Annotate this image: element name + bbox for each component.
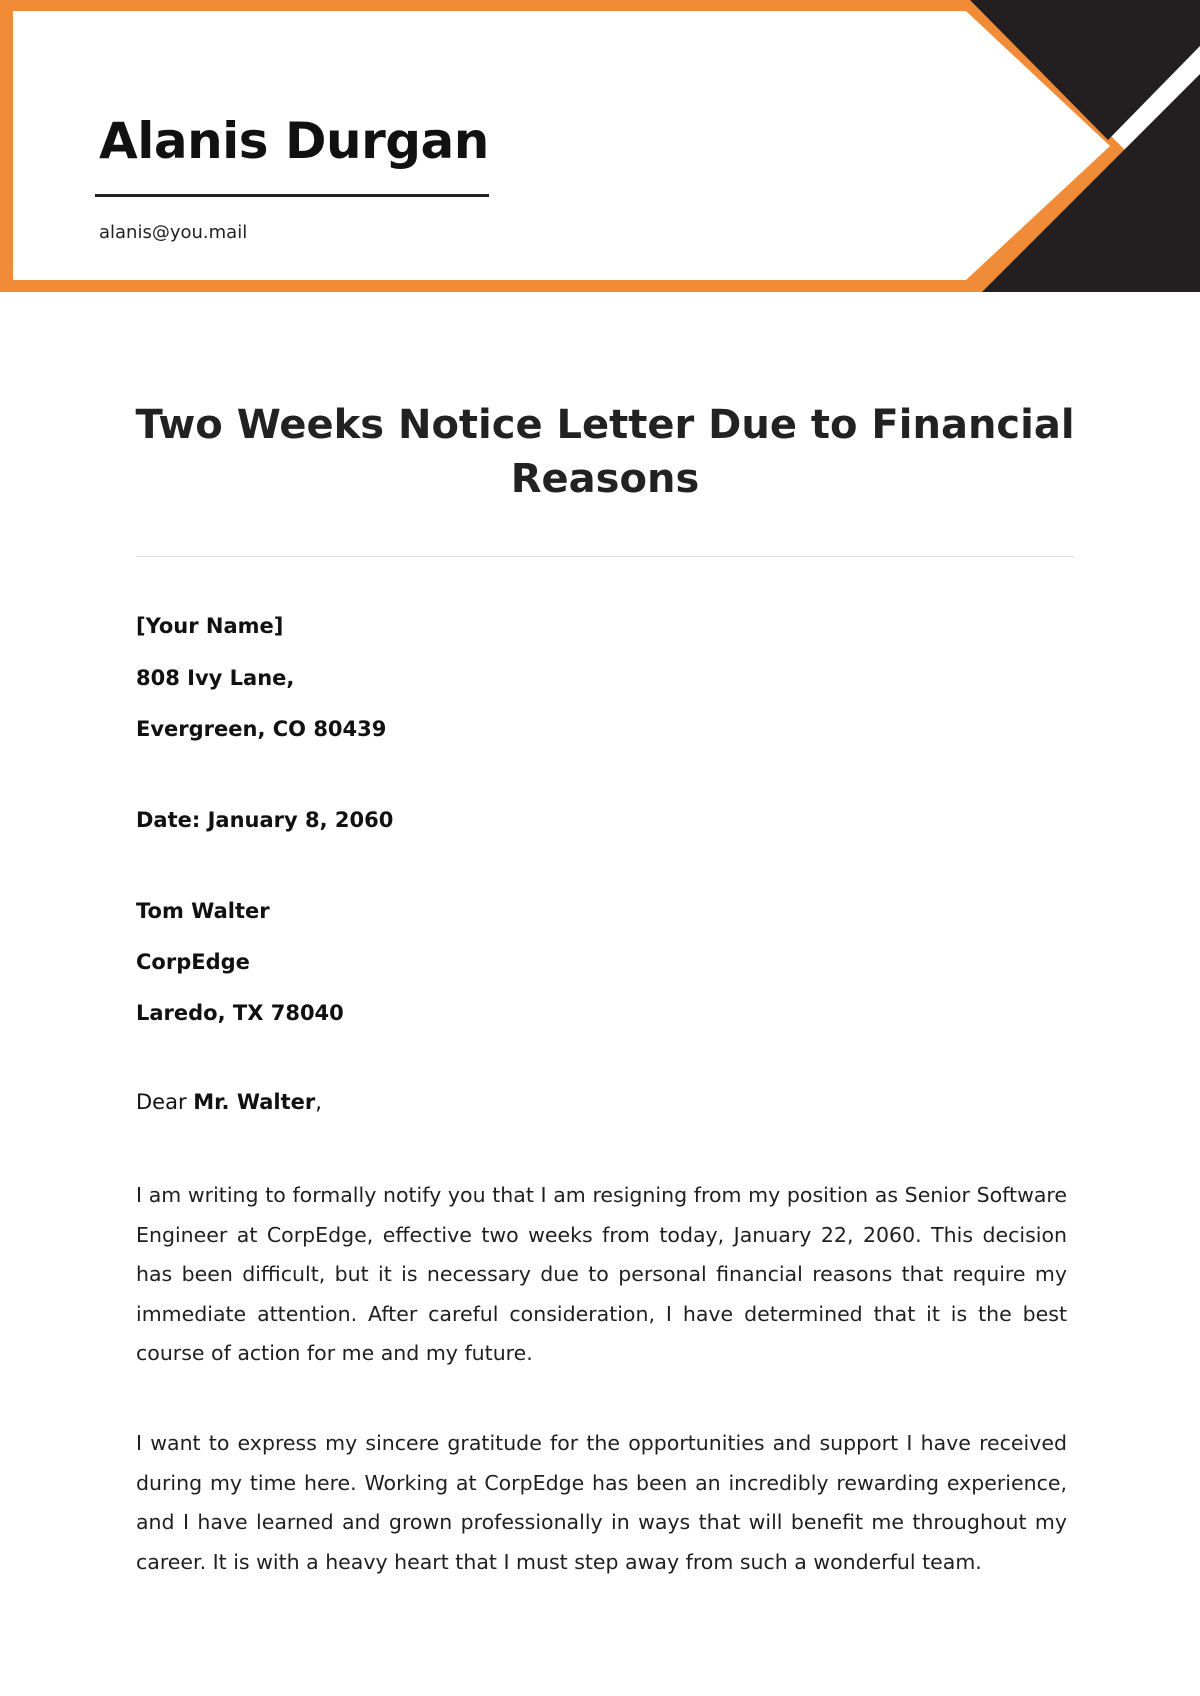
greeting-name: Mr. Walter xyxy=(193,1090,316,1114)
letterhead xyxy=(0,0,1200,292)
letter-date: Date: January 8, 2060 xyxy=(136,808,394,832)
sender-street: 808 Ivy Lane, xyxy=(136,666,295,690)
body-paragraph-1: I am writing to formally notify you that I am resigning from my position as Senior Software Engineer at CorpEdge, effective two weeks from today, January 22, 2060. This decision has been difficult, but it is necessary due to personal financial reasons that require my immediate attention. After careful consideration, I have determined that it is the best course of action for me and my future. xyxy=(136,1183,1067,1365)
greeting-suffix: , xyxy=(315,1090,322,1114)
recipient-city: Laredo, TX 78040 xyxy=(136,1001,344,1025)
recipient-name: Tom Walter xyxy=(136,899,270,923)
greeting xyxy=(136,1090,322,1114)
sender-name: [Your Name] xyxy=(136,614,284,638)
name-underline xyxy=(95,194,489,197)
title-divider xyxy=(136,556,1074,557)
author-name: Alanis Durgan xyxy=(99,112,489,170)
greeting-prefix: Dear xyxy=(136,1090,194,1114)
recipient-company: CorpEdge xyxy=(136,950,250,974)
body-paragraph-2: I want to express my sincere gratitude for the opportunities and support I have received during my time here. Working at CorpEdge has been an incredibly rewarding experience, and I have learned and grown professionally in ways that will benefit me throughout my career. It is with a heavy heart that I must step away from such a wonderful team. xyxy=(136,1431,1067,1574)
letter-title: Two Weeks Notice Letter Due to Financial Reasons xyxy=(135,402,1075,502)
sender-city: Evergreen, CO 80439 xyxy=(136,717,387,741)
author-email[interactable]: alanis@you.mail xyxy=(99,222,248,243)
